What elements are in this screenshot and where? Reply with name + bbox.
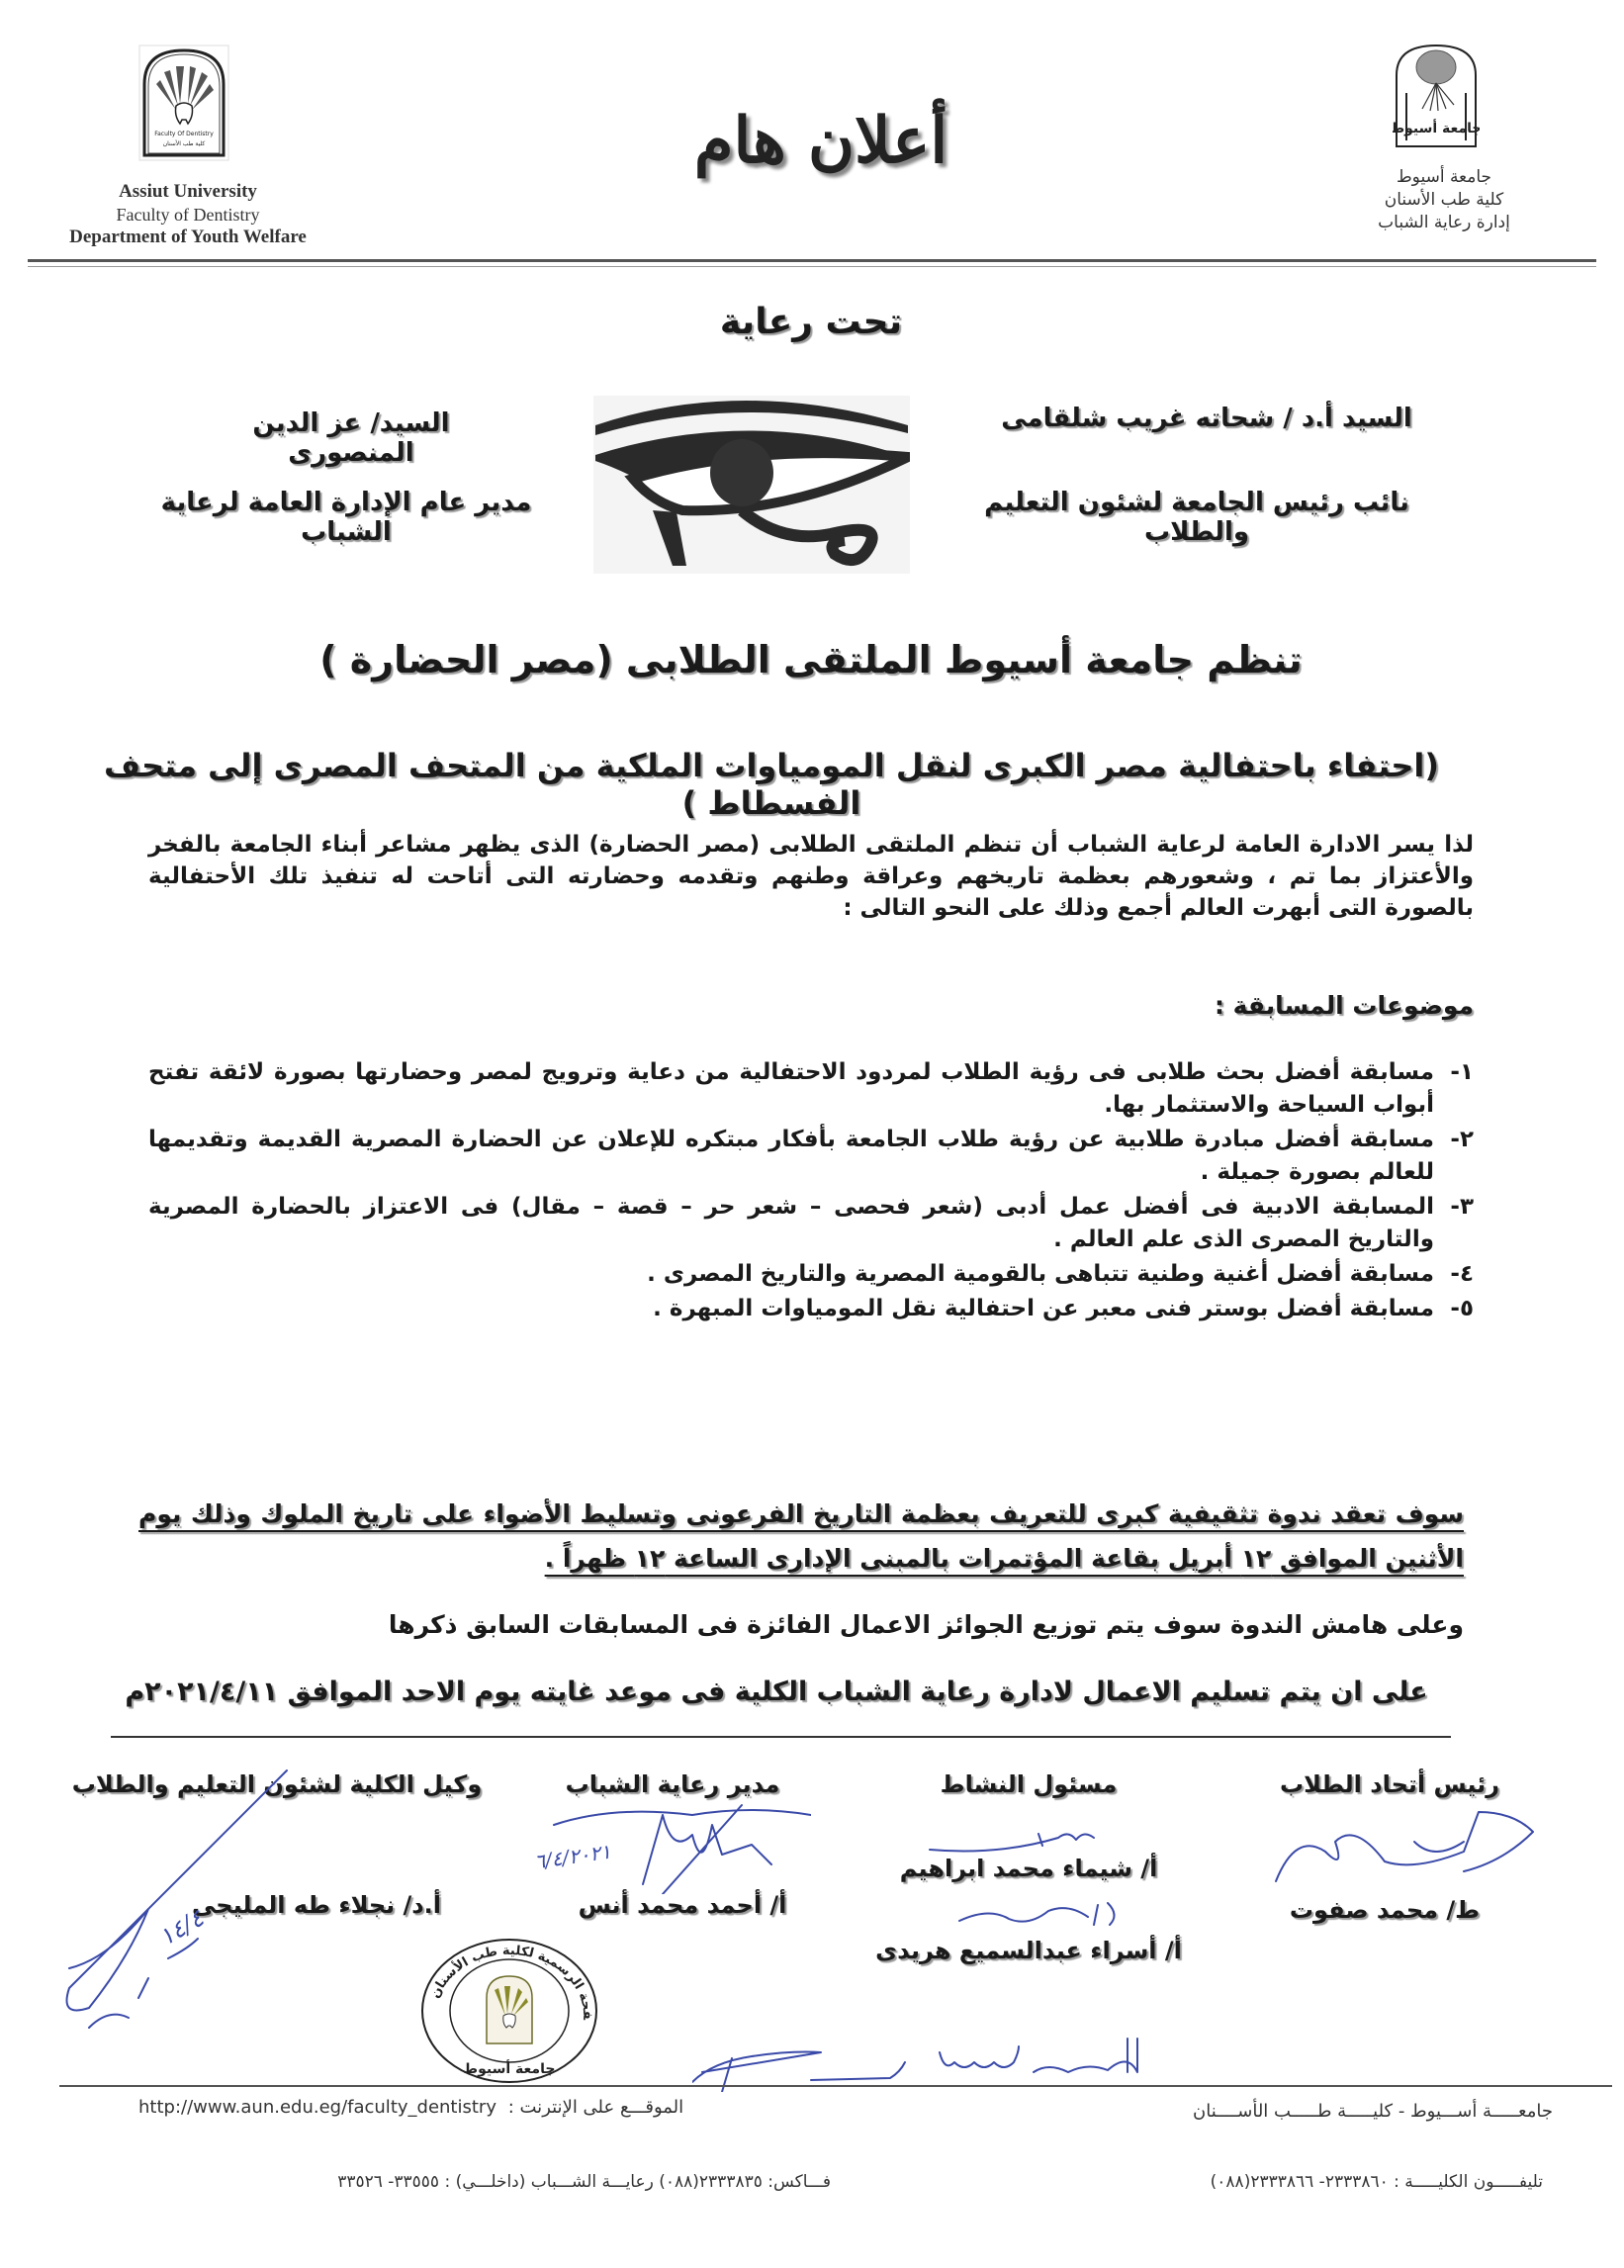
patronage-title: تحت رعاية bbox=[719, 302, 903, 342]
logo-caption-ar: كلية طب الأسنان bbox=[162, 140, 206, 147]
patron-right-role: نائب رئيس الجامعة لشئون التعليم والطلاب bbox=[984, 488, 1409, 547]
university-name-ar: جامعة أسيوط bbox=[1396, 167, 1492, 187]
signatory-name: أ/ أحمد محمد أنس bbox=[578, 1891, 787, 1919]
topic-number: ٣- bbox=[1450, 1194, 1474, 1220]
patron-left-role: مدير عام الإدارة العامة لرعاية الشباب bbox=[160, 488, 532, 547]
arabic-letterhead bbox=[1335, 166, 1553, 234]
stamp-bottom-text: جامعة أسيوط bbox=[463, 2061, 556, 2077]
topic-number: ٢- bbox=[1450, 1127, 1474, 1152]
signatory-name: ط/ محمد صفوت bbox=[1289, 1896, 1481, 1924]
website-url[interactable]: http://www.aun.edu.eg/faculty_dentistry bbox=[138, 2097, 496, 2118]
signatory-title-student-union: رئيس أتحاد الطلاب bbox=[1279, 1770, 1500, 1798]
website-line bbox=[138, 2097, 831, 2118]
topic-number: ٥- bbox=[1450, 1296, 1474, 1321]
topic-item bbox=[148, 1258, 1474, 1291]
english-letterhead bbox=[40, 180, 336, 249]
handwritten-date: ١٤/٤ bbox=[154, 1904, 209, 1951]
topic-number: ٤- bbox=[1450, 1261, 1474, 1287]
footer-divider bbox=[59, 2085, 1612, 2087]
eye-of-horus-icon bbox=[593, 396, 910, 574]
logo-caption-en: Faculty Of Dentistry bbox=[154, 131, 214, 137]
seminar-notice bbox=[138, 1492, 1464, 1581]
topic-text: مسابقة أفضل مبادرة طلابية عن رؤية طلاب الجامعة بأفكار مبتكره للإعلان عن الحضارة المصرية القديمة وتقديمها للعالم بصورة جميلة . bbox=[148, 1127, 1434, 1185]
topic-text: مسابقة أفضل أغنية وطنية تتباهى بالقومية المصرية والتاريخ المصرى . bbox=[647, 1261, 1434, 1287]
intro-paragraph: لذا يسر الادارة العامة لرعاية الشباب أن تنظم الملتقى الطلابى (مصر الحضارة) الذى يظهر مشاعر أبناء الجامعة بالفخر والأعتزاز بما تم ، وشعورهم بعظمة تاريخهم وعراقة وطنهم وتقدمه وحضارته التى أتاحت له تنفيذ تلك الأحتفالية بالصورة التى أبهرت العالم أجمع وذلك على النحو التالى : bbox=[148, 832, 1474, 921]
signatory-name: أ/ أسراء عبدالسميع هريدى bbox=[875, 1937, 1182, 1964]
footer-fax: فـــاكس: ٢٣٣٣٨٣٥(٠٨٨) رعايـــة الشـــباب (داخلـــي) : ٣٣٥٥٥- ٣٣٥٢٦ bbox=[337, 2172, 831, 2192]
topic-item bbox=[148, 1056, 1474, 1122]
official-stamp bbox=[415, 1937, 603, 2085]
signatory-title-vice-dean: وكيل الكلية لشئون التعليم والطلاب bbox=[71, 1770, 483, 1798]
submission-deadline: على ان يتم تسليم الاعمال لادارة رعاية الشباب الكلية فى موعد غايته يوم الاحد الموافق ٢٠٢١/٤/١١م bbox=[125, 1677, 1428, 1707]
handwritten-signature bbox=[692, 2033, 1385, 2092]
stamp-outer-text: فحة الرسمية لكلية طب الأسنان bbox=[427, 1943, 595, 2021]
topic-number: ١- bbox=[1450, 1059, 1474, 1085]
prizes-note: وعلى هامش الندوة سوف يتم توزيع الجوائز الاعمال الفائزة فى المسابقات السابق ذكرها bbox=[388, 1610, 1464, 1639]
handwritten-signature bbox=[1266, 1802, 1543, 1891]
header-divider bbox=[28, 259, 1596, 267]
footer-phone: تليفـــــون الكليـــــة : ٢٣٣٣٨٦٠- ٢٣٣٣٨٦٦(٠٨٨) bbox=[1210, 2172, 1543, 2192]
logo-text-ar: جامعة أسيوط bbox=[1393, 121, 1480, 136]
deadline-underline bbox=[111, 1736, 1451, 1738]
website-label: الموقـــع على الإنترنت : bbox=[507, 2097, 684, 2118]
topic-item bbox=[148, 1293, 1474, 1325]
patron-left-name: السيد/ عز الدين المنصورى bbox=[252, 408, 450, 468]
topic-text: مسابقة أفضل بوستر فنى معبر عن احتفالية نقل المومياوات المبهرة . bbox=[653, 1296, 1434, 1321]
handwritten-signature bbox=[949, 1897, 1128, 1933]
announcement-title: أعلان هام bbox=[693, 104, 948, 178]
university-logo bbox=[1393, 42, 1480, 148]
faculty-name-ar: كلية طب الأسنان bbox=[1384, 190, 1504, 210]
handwritten-signature bbox=[514, 1795, 811, 1894]
signatory-title-activity: مسئول النشاط bbox=[940, 1770, 1118, 1798]
topic-text: مسابقة أفضل بحث طلابى فى رؤية الطلاب لمردود الاحتفالية من دعاية وترويج لمصر وحضارتها بصورة لائقة تفتح أبواب السياحة والاستثمار بها. bbox=[148, 1059, 1434, 1118]
patron-right-name: السيد أ.د / شحاته غريب شلقامى bbox=[1001, 404, 1412, 433]
signatory-name: أ/ شيماء محمد ابراهيم bbox=[899, 1855, 1158, 1882]
university-name-en: Assiut University bbox=[119, 181, 257, 202]
handwritten-signature bbox=[49, 1761, 366, 2057]
topic-text: المسابقة الادبية فى أفضل عمل أدبى (شعر فحصى – شعر حر – قصة – مقال) فى الاعتزاز بالحضارة المصرية والتاريخ المصرى الذى علم العالم . bbox=[148, 1194, 1434, 1252]
handwritten-signature bbox=[920, 1820, 1108, 1860]
event-headline: تنظم جامعة أسيوط الملتقى الطلابى (مصر الحضارة ) bbox=[319, 638, 1303, 681]
topic-item bbox=[148, 1191, 1474, 1256]
signatory-name: أ.د/ نجلاء طه المليجى bbox=[192, 1891, 441, 1919]
topics-heading: موضوعات المسابقة : bbox=[1214, 991, 1474, 1020]
faculty-name-en: Faculty of Dentistry bbox=[116, 205, 260, 225]
footer-institution: جامعـــــة أســـيوط - كليـــــة طـــــب الأســــنان bbox=[1193, 2101, 1553, 2122]
event-subheadline: (احتفاء باحتفالية مصر الكبرى لنقل المومياوات الملكية من المتحف المصرى إلى متحف الفسطاط ) bbox=[103, 747, 1440, 822]
signatory-title-youth-director: مدير رعاية الشباب bbox=[565, 1770, 780, 1798]
seminar-text: سوف تعقد ندوة تثقيفية كبرى للتعريف بعظمة التاريخ الفرعونى وتسليط الأضواء على تاريخ الملوك وذلك يوم الأثنين الموافق ١٢ أبريل بقاعة المؤتمرات بالمبنى الإدارى الساعة ١٢ ظهراً . bbox=[138, 1499, 1464, 1573]
department-name-ar: إدارة رعاية الشباب bbox=[1378, 213, 1510, 232]
topic-item bbox=[148, 1124, 1474, 1189]
topics-list bbox=[148, 1056, 1474, 1327]
department-name-en: Department of Youth Welfare bbox=[69, 227, 307, 247]
faculty-logo bbox=[138, 45, 229, 161]
handwritten-date: ٦/٤/٢٠٢١ bbox=[532, 1839, 613, 1874]
